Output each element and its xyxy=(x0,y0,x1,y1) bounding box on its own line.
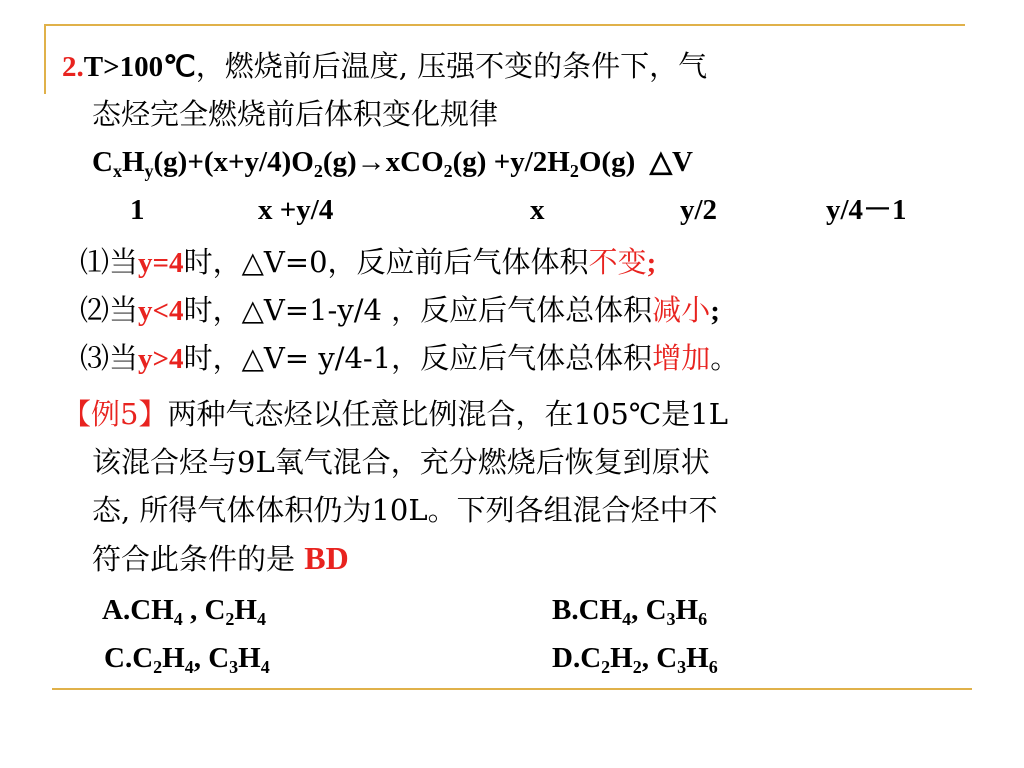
opt-part: D.C xyxy=(552,642,602,674)
eq-sub: 2 xyxy=(569,161,579,181)
case-end: 。 xyxy=(710,341,740,375)
opt-sub: 4 xyxy=(184,657,194,677)
case-text: 当 xyxy=(109,293,139,327)
example-line1 xyxy=(62,396,728,432)
opt-part: C.C xyxy=(104,642,154,674)
case-condition: y=4 xyxy=(138,247,184,279)
example-line2: 该混合烃与9L氧气混合，充分燃烧后恢复到原状 xyxy=(92,445,710,479)
coef-delta-v: y/4－1 xyxy=(826,194,907,226)
eq-part: H xyxy=(121,146,145,178)
case-number: ⑶ xyxy=(80,341,110,375)
case-2 xyxy=(80,292,720,329)
opt-sub: 6 xyxy=(698,609,708,629)
opt-part: , C xyxy=(641,642,678,674)
case-condition: y<4 xyxy=(138,295,184,327)
option-b xyxy=(552,592,707,628)
section-heading-line1 xyxy=(62,48,707,85)
left-rule xyxy=(44,24,46,94)
case-result: 增加 xyxy=(652,341,711,375)
top-rule xyxy=(44,24,965,26)
opt-part: H xyxy=(162,642,185,674)
opt-part: H xyxy=(686,642,709,674)
case-end: ; xyxy=(646,247,657,279)
case-condition: y>4 xyxy=(138,343,184,375)
eq-sub: y xyxy=(144,161,154,181)
coef-hydrocarbon: 1 xyxy=(130,194,145,226)
eq-part: O(g) △V xyxy=(578,146,693,178)
option-d xyxy=(552,640,718,676)
section-number: 2. xyxy=(62,51,84,83)
example-text: 两种气态烃以任意比例混合，在105℃是1L xyxy=(167,397,728,431)
case-text: 当 xyxy=(109,245,139,279)
eq-sub: 2 xyxy=(313,161,323,181)
example-line3: 态, 所得气体体积仍为10L。下列各组混合烃中不 xyxy=(92,493,718,527)
coef-co2: x xyxy=(530,194,545,226)
case-result: 减小 xyxy=(652,293,711,327)
case-text: 时，△V= y/4-1，反应后气体总体积 xyxy=(183,341,653,375)
opt-sub: 3 xyxy=(229,657,239,677)
opt-sub: 2 xyxy=(225,609,235,629)
case-number: ⑴ xyxy=(80,245,110,279)
eq-part: C xyxy=(92,146,113,178)
coef-oxygen: x +y/4 xyxy=(258,194,334,226)
case-1 xyxy=(80,244,656,281)
heading-text: ，燃烧前后温度, 压强不变的条件下，气 xyxy=(195,49,708,83)
opt-sub: 2 xyxy=(153,657,163,677)
example-line4 xyxy=(92,540,349,577)
opt-part: H xyxy=(675,594,699,626)
opt-part: , C xyxy=(631,594,667,626)
case-text: 当 xyxy=(109,341,139,375)
case-text: 时，△V=1-y/4 ，反应后气体总体积 xyxy=(183,293,653,327)
example-text: 符合此条件的是 xyxy=(92,542,296,576)
opt-part: H xyxy=(238,642,261,674)
eq-sub: x xyxy=(112,161,122,181)
opt-sub: 4 xyxy=(260,657,270,677)
opt-part: H xyxy=(234,594,257,626)
section-heading-line2: 态烃完全燃烧前后体积变化规律 xyxy=(92,97,499,131)
opt-part: B.CH xyxy=(552,594,623,626)
opt-sub: 3 xyxy=(666,609,676,629)
opt-sub: 4 xyxy=(256,609,266,629)
answer: BD xyxy=(304,540,349,576)
case-3 xyxy=(80,340,739,377)
opt-part: , C xyxy=(193,642,230,674)
opt-part: , C xyxy=(182,594,226,626)
bottom-rule xyxy=(52,688,972,690)
option-a xyxy=(102,592,266,628)
combustion-equation xyxy=(92,144,693,180)
eq-part: (g) +y/2H xyxy=(452,146,570,178)
opt-sub: 4 xyxy=(173,609,183,629)
opt-sub: 6 xyxy=(708,657,718,677)
opt-part: A.CH xyxy=(102,594,174,626)
opt-sub: 2 xyxy=(632,657,642,677)
case-end: ; xyxy=(710,295,720,327)
opt-sub: 2 xyxy=(601,657,611,677)
opt-sub: 4 xyxy=(622,609,632,629)
case-number: ⑵ xyxy=(80,293,110,327)
case-text: 时，△V=0，反应前后气体体积 xyxy=(183,245,589,279)
condition: T>100℃ xyxy=(83,51,196,83)
option-c xyxy=(104,640,270,676)
case-result: 不变 xyxy=(588,245,647,279)
eq-part: (g)+(x+y/4)O xyxy=(153,146,314,178)
opt-sub: 3 xyxy=(677,657,687,677)
opt-part: H xyxy=(610,642,633,674)
coef-h2o: y/2 xyxy=(680,194,718,226)
eq-part: (g)→xCO xyxy=(322,146,444,178)
example-label: 【例5】 xyxy=(62,397,168,431)
eq-sub: 2 xyxy=(443,161,453,181)
